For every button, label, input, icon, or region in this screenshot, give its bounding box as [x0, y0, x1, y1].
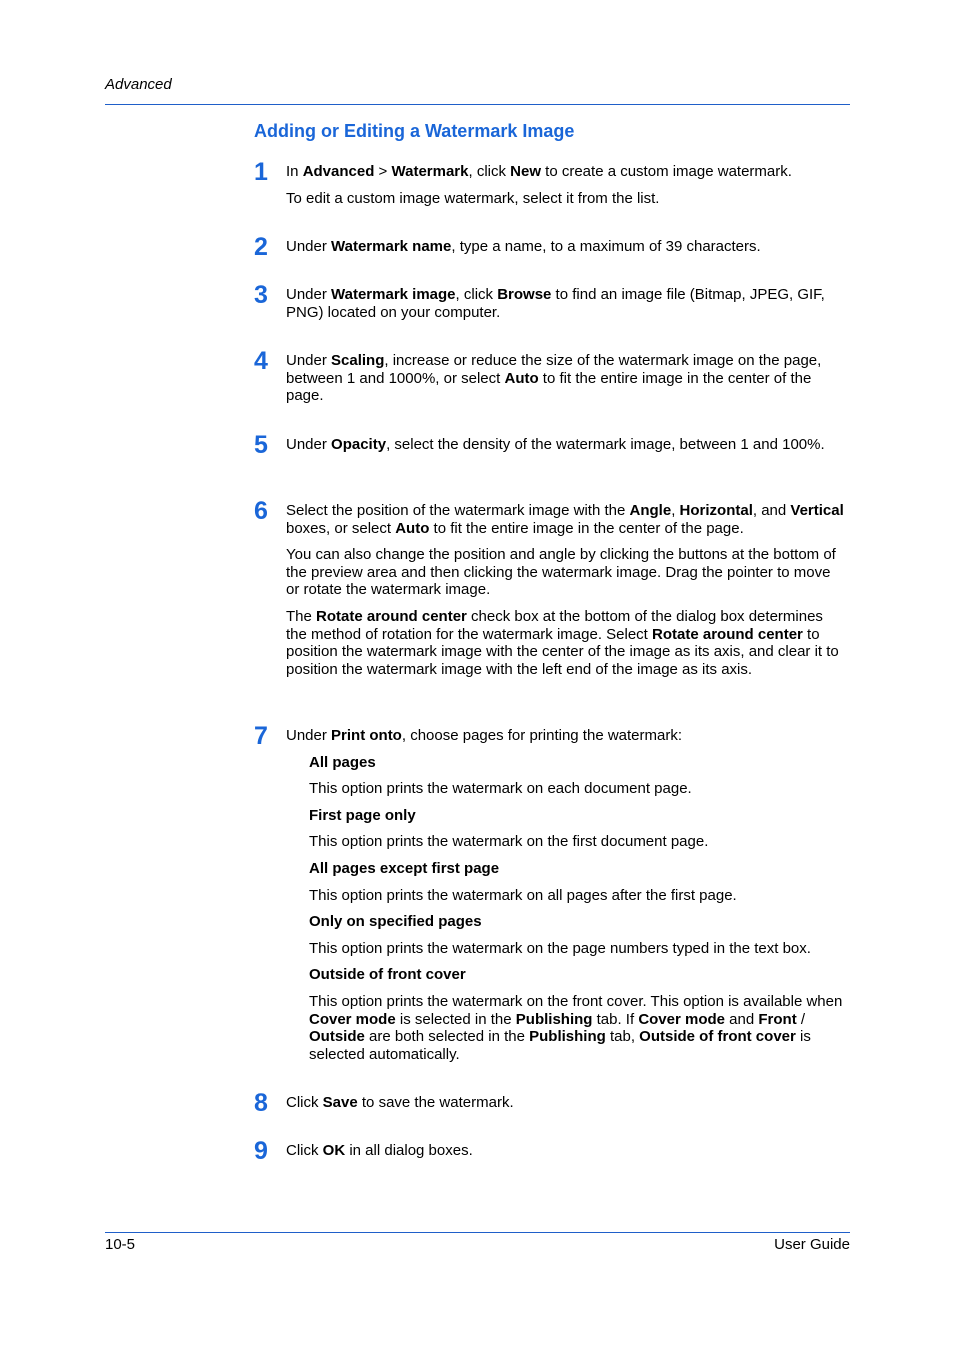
option-name: All pages except first page — [309, 859, 500, 877]
step-3 — [254, 281, 844, 330]
step-number: 8 — [254, 1089, 268, 1117]
step-paragraph: Under Print onto, choose pages for printing the watermark: — [286, 727, 683, 744]
running-header: Advanced — [105, 76, 172, 93]
step-text — [286, 436, 844, 454]
option-name: Only on specified pages — [309, 913, 482, 931]
step-paragraph: Under Watermark image, click Browse to find an image file (Bitmap, JPEG, GIF, PNG) located on your computer. — [286, 286, 825, 321]
step-8 — [254, 1089, 844, 1121]
step-text — [286, 238, 844, 256]
step-paragraph: Under Watermark name, type a name, to a maximum of 39 characters. — [286, 238, 761, 255]
option-description: This option prints the watermark on the front cover. This option is available when Cover mode is selected in the Publishing tab. If Cover mode and Front / Outside are both selected in the Publishing tab, Outside of front cover is selected automatically. — [309, 992, 843, 1063]
step-number: 3 — [254, 281, 268, 309]
step-5 — [254, 431, 844, 463]
step-paragraph: Under Scaling, increase or reduce the size of the watermark image on the page, between 1 and 1000%, or select Auto to fit the entire image in the center of the page. — [286, 352, 822, 405]
step-9 — [254, 1137, 844, 1169]
step-paragraph: In Advanced > Watermark, click New to create a custom image watermark. — [286, 163, 792, 180]
option-description: This option prints the watermark on the page numbers typed in the text box. — [309, 939, 811, 957]
step-number: 2 — [254, 233, 268, 261]
step-text — [286, 1094, 844, 1112]
step-number: 7 — [254, 722, 268, 750]
step-6 — [254, 497, 844, 687]
step-paragraph: Click OK in all dialog boxes. — [286, 1142, 473, 1159]
step-number: 5 — [254, 431, 268, 459]
step-paragraph: The Rotate around center check box at the bottom of the dialog box determines the method of rotation for the watermark image. Select Rotate around center to position the watermark image with the center of the image as its axis, and clear it to position the watermark image with the left end of the image as its axis. — [286, 607, 839, 678]
section-title: Adding or Editing a Watermark Image — [254, 121, 575, 141]
option-name: Outside of front cover — [309, 966, 466, 984]
step-text — [286, 1142, 844, 1160]
step-paragraph: Under Opacity, select the density of the watermark image, between 1 and 100%. — [286, 436, 825, 453]
step-1 — [254, 158, 844, 216]
guide-name: User Guide — [774, 1236, 850, 1253]
step-text — [286, 286, 844, 321]
step-text — [286, 727, 844, 1063]
step-paragraph: To edit a custom image watermark, select it from the list. — [286, 189, 660, 207]
option-description: This option prints the watermark on the first document page. — [309, 833, 709, 851]
step-paragraph: You can also change the position and angle by clicking the buttons at the bottom of the preview area and then clicking the watermark image. Drag the pointer to move or rotate the watermark image. — [286, 546, 836, 599]
page-number: 10-5 — [105, 1236, 136, 1253]
option-description: This option prints the watermark on each document page. — [309, 780, 692, 798]
step-paragraph: Select the position of the watermark image with the Angle, Horizontal, and Vertical boxes, or select Auto to fit the entire image in the center of the page. — [286, 502, 844, 537]
option-name: First page only — [309, 806, 416, 824]
option-list — [309, 754, 844, 1064]
step-4 — [254, 347, 844, 414]
step-7 — [254, 722, 844, 1072]
step-number: 1 — [254, 158, 268, 186]
step-number: 9 — [254, 1137, 268, 1165]
step-number: 6 — [254, 497, 268, 525]
footer-rule — [105, 1232, 850, 1233]
step-2 — [254, 233, 844, 265]
step-paragraph: Click Save to save the watermark. — [286, 1094, 514, 1111]
option-description: This option prints the watermark on all pages after the first page. — [309, 886, 737, 904]
header-rule — [105, 104, 850, 105]
step-text — [286, 352, 844, 405]
step-text — [286, 502, 844, 678]
option-name: All pages — [309, 753, 376, 771]
step-number: 4 — [254, 347, 268, 375]
step-text — [286, 163, 844, 207]
